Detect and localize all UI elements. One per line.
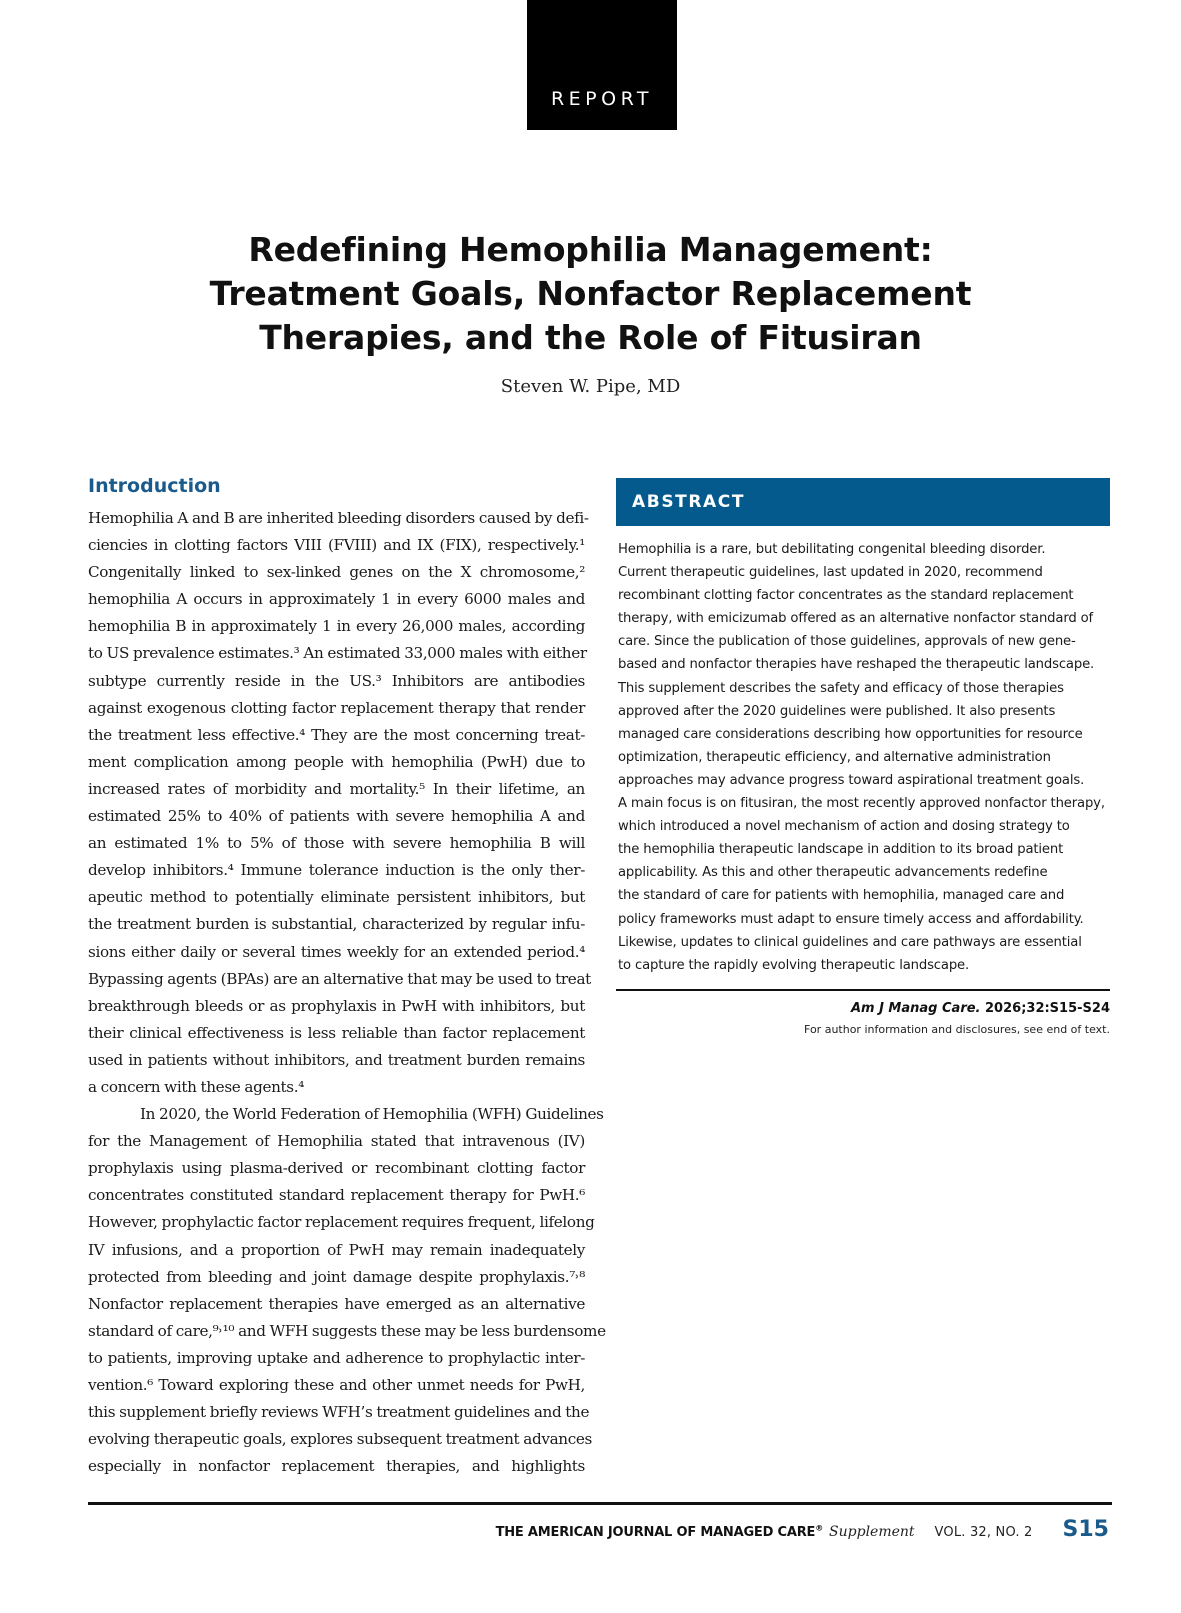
text-line: Hemophilia A and B are inherited bleeding disorders caused by defi- <box>88 509 589 527</box>
abstract-line: recombinant clotting factor concentrates as the standard replacement <box>618 588 1074 604</box>
abstract-line: the standard of care for patients with hemophilia, managed care and <box>618 888 1065 904</box>
text-line: ciencies in clotting factors VIII (FVIII) and IX (FIX), respectively.¹ <box>88 536 585 555</box>
footer-volume: VOL. 32, NO. 2 <box>934 1525 1033 1540</box>
report-label: REPORT <box>550 88 654 110</box>
text-line: against exogenous clotting factor replacement therapy that render <box>88 698 585 717</box>
text-line: Bypassing agents (BPAs) are an alternative that may be used to treat <box>88 969 591 988</box>
abstract-text <box>616 538 1110 977</box>
paragraph-1 <box>88 505 591 1101</box>
text-line: especially in nonfactor replacement therapies, and highlights <box>88 1457 585 1476</box>
abstract-line: Likewise, updates to clinical guidelines and care pathways are essential <box>618 934 1082 950</box>
text-line: hemophilia A occurs in approximately 1 in every 6000 males and <box>88 590 585 609</box>
abstract-line: managed care considerations describing how opportunities for resource <box>618 726 1083 742</box>
text-line: used in patients without inhibitors, and treatment burden remains <box>88 1050 585 1069</box>
text-line: the treatment less effective.⁴ They are the most concerning treat- <box>88 725 585 744</box>
text-line: prophylaxis using plasma-derived or recombinant clotting factor <box>88 1159 585 1178</box>
abstract-line: A main focus is on fitusiran, the most recently approved nonfactor therapy, <box>618 796 1105 812</box>
abstract-line: policy frameworks must adapt to ensure timely access and affordability. <box>618 911 1084 927</box>
article-title <box>0 228 1181 360</box>
text-line: for the Management of Hemophilia stated that intravenous (IV) <box>88 1132 585 1151</box>
page-footer <box>496 1517 1109 1542</box>
abstract-line: the hemophilia therapeutic landscape in addition to its broad patient <box>618 842 1064 858</box>
text-line: estimated 25% to 40% of patients with severe hemophilia A and <box>88 807 585 826</box>
citation-reference: 2026;32:S15-S24 <box>985 1000 1110 1016</box>
report-tab <box>527 0 677 130</box>
abstract-line: Hemophilia is a rare, but debilitating congenital bleeding disorder. <box>618 542 1046 557</box>
abstract-line: approved after the 2020 guidelines were published. It also presents <box>618 703 1056 719</box>
abstract-line: based and nonfactor therapies have reshaped the therapeutic landscape. <box>618 657 1095 673</box>
abstract-header-bar <box>616 478 1110 526</box>
abstract-line: therapy, with emicizumab offered as an alternative nonfactor standard of <box>618 611 1094 627</box>
abstract-line: Current therapeutic guidelines, last updated in 2020, recommend <box>618 565 1043 581</box>
text-line: apeutic method to potentially eliminate persistent inhibitors, but <box>88 888 585 907</box>
text-line: sions either daily or several times weekly for an extended period.⁴ <box>88 942 585 961</box>
text-line: In 2020, the World Federation of Hemophilia (WFH) Guidelines <box>140 1105 604 1124</box>
text-line: subtype currently reside in the US.³ Inhibitors are antibodies <box>88 671 585 690</box>
text-line: an estimated 1% to 5% of those with severe hemophilia B will <box>88 834 585 853</box>
text-line: to US prevalence estimates.³ An estimated 33,000 males with either <box>88 644 587 663</box>
text-line: concentrates constituted standard replacement therapy for PwH.⁶ <box>88 1186 585 1205</box>
registered-mark: ® <box>815 1523 824 1533</box>
abstract-heading: ABSTRACT <box>632 492 746 512</box>
abstract-line: applicability. As this and other therapeutic advancements redefine <box>618 865 1048 881</box>
text-line: develop inhibitors.⁴ Immune tolerance induction is the only ther- <box>88 861 585 880</box>
text-line: ment complication among people with hemophilia (PwH) due to <box>88 752 585 771</box>
footer-supplement: Supplement <box>829 1524 915 1540</box>
text-line: IV infusions, and a proportion of PwH may remain inadequately <box>88 1240 585 1259</box>
journal-name-text: THE AMERICAN JOURNAL OF MANAGED CARE <box>495 1525 816 1540</box>
abstract-line: care. Since the publication of those guidelines, approvals of new gene- <box>618 634 1076 650</box>
abstract-line: approaches may advance progress toward aspirational treatment goals. <box>618 772 1085 788</box>
abstract-line: which introduced a novel mechanism of action and dosing strategy to <box>618 819 1070 835</box>
text-line: evolving therapeutic goals, explores subsequent treatment advances <box>88 1430 592 1449</box>
text-line: a concern with these agents.⁴ <box>88 1077 304 1096</box>
text-line: the treatment burden is substantial, characterized by regular infu- <box>88 915 585 934</box>
text-line: However, prophylactic factor replacement requires frequent, lifelong <box>88 1213 595 1232</box>
text-line: their clinical effectiveness is less reliable than factor replacement <box>88 1023 585 1042</box>
text-line: breakthrough bleeds or as prophylaxis in PwH with inhibitors, but <box>88 996 585 1015</box>
footer-journal-name <box>496 1525 823 1540</box>
paragraph-2 <box>88 1101 606 1480</box>
abstract-line: This supplement describes the safety and efficacy of those therapies <box>618 680 1064 696</box>
author-byline: Steven W. Pipe, MD <box>500 376 681 397</box>
title-line: Redefining Hemophilia Management: <box>248 230 933 269</box>
citation-journal: Am J Manag Care. <box>850 1000 981 1016</box>
introduction-body <box>88 505 606 1480</box>
text-line: increased rates of morbidity and mortality.⁵ In their lifetime, an <box>88 779 585 798</box>
abstract-divider <box>616 989 1110 991</box>
text-line: to patients, improving uptake and adherence to prophylactic inter- <box>88 1348 585 1367</box>
title-line: Therapies, and the Role of Fitusiran <box>259 318 922 357</box>
citation <box>616 1001 1110 1016</box>
text-line: vention.⁶ Toward exploring these and other unmet needs for PwH, <box>88 1376 585 1394</box>
abstract-line: optimization, therapeutic efficiency, and alternative administration <box>618 749 1051 765</box>
text-line: standard of care,⁹˒¹⁰ and WFH suggests these may be less burdensome <box>88 1321 606 1340</box>
disclosure-note: For author information and disclosures, see end of text. <box>804 1022 1110 1036</box>
text-line: this supplement briefly reviews WFH’s treatment guidelines and the <box>88 1403 590 1422</box>
title-line: Treatment Goals, Nonfactor Replacement <box>209 274 972 313</box>
title-block <box>0 228 1181 397</box>
text-line: Nonfactor replacement therapies have emerged as an alternative <box>88 1294 585 1313</box>
text-line: hemophilia B in approximately 1 in every 26,000 males, according <box>88 617 585 636</box>
abstract-line: to capture the rapidly evolving therapeutic landscape. <box>618 957 970 973</box>
footer-divider <box>88 1502 1112 1505</box>
page-number: S15 <box>1062 1517 1109 1542</box>
abstract-box <box>616 478 1110 1036</box>
text-line: protected from bleeding and joint damage despite prophylaxis.⁷˒⁸ <box>88 1267 585 1286</box>
introduction-heading: Introduction <box>88 475 221 497</box>
introduction-section <box>88 474 606 1480</box>
text-line: Congenitally linked to sex-linked genes on the X chromosome,² <box>88 563 585 582</box>
